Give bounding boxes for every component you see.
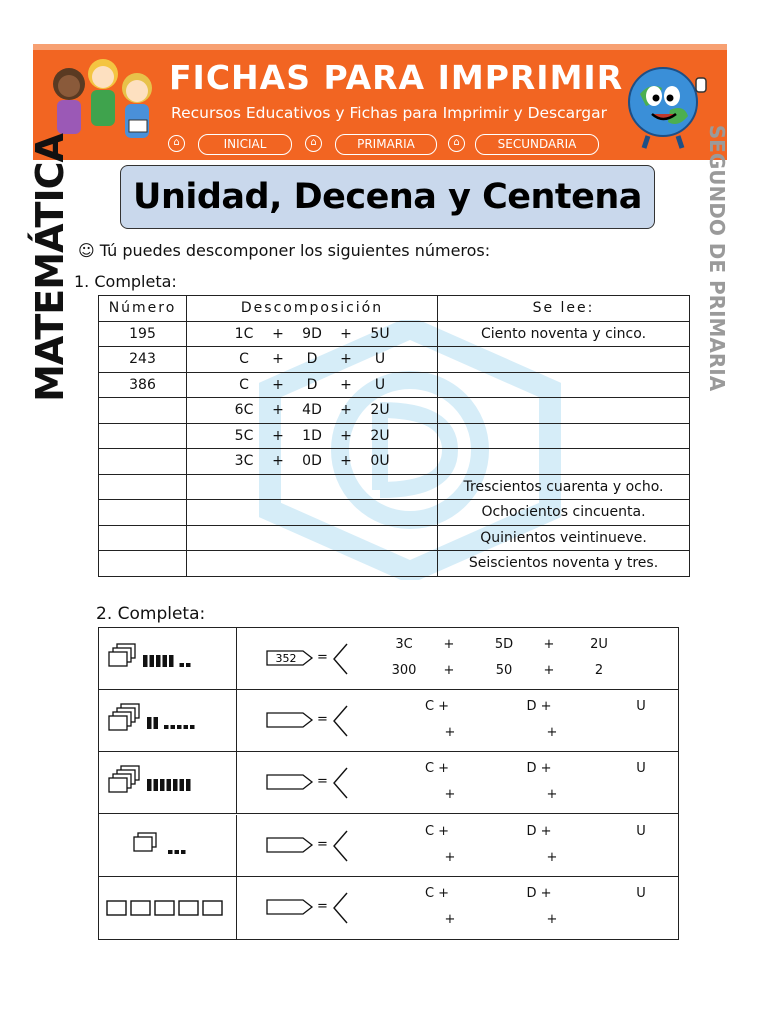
banner-top-stripe — [33, 44, 727, 50]
reading-cell[interactable]: Seiscientos noventa y tres. — [438, 551, 690, 577]
brace-icon — [331, 829, 351, 863]
column-divider — [236, 628, 237, 689]
table-row — [99, 347, 690, 373]
blocks-row — [99, 628, 678, 690]
decomposition-term: C + — [424, 761, 450, 777]
place-value-u: 2U — [370, 402, 390, 419]
table-row — [99, 398, 690, 424]
equals-sign: = — [317, 774, 328, 790]
decomposition-term: U — [636, 823, 646, 839]
equals-sign: = — [317, 836, 328, 852]
ten-rod — [169, 655, 174, 667]
brace-icon — [331, 891, 351, 925]
ten-rod — [154, 717, 159, 729]
table-row — [99, 525, 690, 551]
place-value-c: 3C — [234, 453, 254, 470]
intro-text: ☺ Tú puedes descomponer los siguientes números: — [78, 241, 491, 260]
decomposition-term: D + — [526, 699, 552, 715]
place-value-d: 4D — [302, 402, 322, 419]
brace-icon — [331, 642, 351, 676]
hundred-flat — [155, 901, 174, 915]
home-icon: ⌂ — [305, 135, 322, 152]
table-row — [99, 474, 690, 500]
number-cell[interactable]: 243 — [99, 347, 187, 373]
number-cell[interactable] — [99, 500, 187, 526]
decomposition-term: 2U — [590, 637, 608, 652]
number-arrow-box[interactable] — [266, 650, 314, 666]
equals-sign: = — [317, 898, 328, 914]
table-row — [99, 423, 690, 449]
ten-rod — [143, 655, 148, 667]
value-term: + — [444, 849, 456, 865]
banner-title: FICHAS PARA IMPRIMIR — [169, 58, 624, 97]
nav-inicial[interactable]: INICIAL — [198, 134, 292, 155]
reading-cell[interactable] — [438, 398, 690, 424]
column-divider — [236, 815, 237, 876]
number-cell[interactable] — [99, 449, 187, 475]
plus-sign: + — [340, 427, 352, 444]
plus-sign: + — [340, 453, 352, 470]
plus-sign: + — [272, 402, 284, 419]
base-ten-blocks — [99, 752, 236, 813]
decomposition-term: D + — [526, 761, 552, 777]
plus-sign: + — [340, 325, 352, 342]
number-cell[interactable] — [99, 423, 187, 449]
header-banner — [33, 44, 727, 160]
brace-icon — [331, 766, 351, 800]
value-term: + — [543, 663, 555, 678]
value-term: + — [444, 911, 456, 927]
place-value-u: 2U — [370, 427, 390, 444]
reading-cell[interactable]: Ochocientos cincuenta. — [438, 500, 690, 526]
place-value-d: D — [306, 351, 318, 368]
unit-cube — [171, 725, 176, 729]
decomposition-term: + — [543, 637, 555, 652]
place-value-c: 1C — [234, 325, 254, 342]
decomposition-cell[interactable] — [187, 398, 438, 424]
page-title-box — [120, 165, 655, 229]
unit-cube — [168, 850, 173, 854]
header-number: Número — [99, 296, 187, 322]
ten-rod — [180, 779, 185, 791]
number-cell[interactable] — [99, 398, 187, 424]
ten-rod — [186, 779, 191, 791]
unit-cube — [180, 663, 185, 667]
decomposition-term: 3C — [395, 637, 413, 652]
unit-cube — [184, 725, 189, 729]
reading-cell[interactable] — [438, 347, 690, 373]
unit-cube — [190, 725, 195, 729]
grade-label: SEGUNDO DE PRIMARIA — [705, 124, 729, 392]
decomposition-cell[interactable] — [187, 449, 438, 475]
reading-cell[interactable] — [438, 423, 690, 449]
value-term: + — [546, 911, 558, 927]
decomposition-term: C + — [424, 885, 450, 901]
plus-sign: + — [272, 453, 284, 470]
value-term: + — [444, 725, 456, 741]
place-value-c: 6C — [234, 402, 254, 419]
column-divider — [236, 877, 237, 939]
decomposition-term: D + — [526, 885, 552, 901]
place-value-c: C — [239, 376, 249, 393]
hundred-flat — [203, 901, 222, 915]
decomposition-term: U — [636, 699, 646, 715]
blocks-row — [99, 690, 678, 752]
column-divider — [236, 752, 237, 813]
decomposition-cell[interactable] — [187, 372, 438, 398]
place-value-u: 0U — [370, 453, 390, 470]
blocks-table — [98, 627, 679, 940]
page-title: Unidad, Decena y Centena — [133, 177, 642, 217]
decomposition-cell[interactable] — [187, 347, 438, 373]
value-term: + — [546, 787, 558, 803]
ten-rod — [147, 717, 152, 729]
unit-cube — [177, 725, 182, 729]
hundred-flat — [107, 901, 126, 915]
question-1-label: 1. Completa: — [74, 272, 177, 291]
unit-cube — [175, 850, 180, 854]
table-row — [99, 321, 690, 347]
number-cell[interactable]: 195 — [99, 321, 187, 347]
place-value-d: 1D — [302, 427, 322, 444]
decomposition-cell[interactable] — [187, 474, 438, 500]
base-ten-blocks — [99, 690, 236, 751]
equals-sign: = — [317, 650, 328, 665]
home-icon: ⌂ — [168, 135, 185, 152]
number-cell[interactable]: 386 — [99, 372, 187, 398]
table-row — [99, 449, 690, 475]
header-reading: Se lee: — [438, 296, 690, 322]
decomposition-term: U — [636, 761, 646, 777]
side-label-grade — [700, 124, 734, 392]
unit-cube — [186, 663, 191, 667]
banner-nav — [168, 134, 638, 154]
number-arrow-box[interactable] — [266, 837, 314, 853]
value-term: 50 — [495, 663, 513, 678]
decomposition-cell[interactable] — [187, 423, 438, 449]
value-term: + — [546, 725, 558, 741]
place-value-d: 9D — [302, 325, 322, 342]
hundred-flat — [109, 716, 127, 730]
ten-rod — [167, 779, 172, 791]
plus-sign: + — [272, 325, 284, 342]
plus-sign: + — [340, 351, 352, 368]
place-value-c: C — [239, 351, 249, 368]
ten-rod — [163, 655, 168, 667]
number-cell[interactable] — [99, 525, 187, 551]
decomposition-cell[interactable] — [187, 500, 438, 526]
unit-cube — [181, 850, 186, 854]
decomposition-term: U — [636, 885, 646, 901]
reading-cell[interactable]: Trescientos cuarenta y ocho. — [438, 474, 690, 500]
plus-sign: + — [272, 376, 284, 393]
table-row — [99, 500, 690, 526]
table-row — [99, 551, 690, 577]
place-value-u: U — [374, 351, 386, 368]
decomposition-term: 5D — [494, 637, 514, 652]
ten-rod — [160, 779, 165, 791]
side-label-subject — [28, 133, 72, 402]
unit-cube — [164, 725, 169, 729]
ten-rod — [154, 779, 159, 791]
value-term: + — [546, 849, 558, 865]
value-term: 2 — [594, 663, 604, 678]
decomposition-term: + — [443, 637, 455, 652]
number-arrow-box[interactable] — [266, 712, 314, 728]
value-term: 300 — [391, 663, 417, 678]
decomposition-cell[interactable] — [187, 321, 438, 347]
reading-cell[interactable]: Quinientos veintinueve. — [438, 525, 690, 551]
ten-rod — [156, 655, 161, 667]
decomposition-term: C + — [424, 699, 450, 715]
number-cell[interactable] — [99, 551, 187, 577]
hundred-flat — [109, 652, 127, 666]
plus-sign: + — [272, 351, 284, 368]
table-row — [99, 372, 690, 398]
base-ten-blocks — [99, 815, 236, 876]
value-term: + — [443, 663, 455, 678]
hundred-flat — [134, 837, 152, 851]
brace-icon — [331, 704, 351, 738]
blocks-row — [99, 877, 678, 939]
globe-mascot-icon — [618, 54, 718, 154]
blocks-row — [99, 815, 678, 877]
reading-cell[interactable] — [438, 372, 690, 398]
place-value-u: U — [374, 376, 386, 393]
hundred-flat — [109, 778, 127, 792]
header-decomposition: Descomposición — [187, 296, 438, 322]
number-value: 352 — [275, 652, 297, 665]
reading-cell[interactable]: Ciento noventa y cinco. — [438, 321, 690, 347]
equals-sign: = — [317, 712, 328, 728]
ten-rod — [147, 779, 152, 791]
base-ten-blocks — [99, 877, 236, 939]
number-arrow-box[interactable] — [266, 774, 314, 790]
hundred-flat — [131, 901, 150, 915]
place-value-d: D — [306, 376, 318, 393]
base-ten-blocks — [99, 628, 236, 689]
place-value-u: 5U — [370, 325, 390, 342]
reading-cell[interactable] — [438, 449, 690, 475]
place-value-c: 5C — [234, 427, 254, 444]
nav-secundaria[interactable]: SECUNDARIA — [475, 134, 599, 155]
question-2-label: 2. Completa: — [96, 604, 206, 624]
ten-rod — [173, 779, 178, 791]
number-cell[interactable] — [99, 474, 187, 500]
ten-rod — [150, 655, 155, 667]
place-value-d: 0D — [302, 453, 322, 470]
table-header-row — [99, 296, 690, 322]
decomposition-cell[interactable] — [187, 525, 438, 551]
home-icon: ⌂ — [448, 135, 465, 152]
decomposition-table — [98, 295, 690, 577]
decomposition-cell[interactable] — [187, 551, 438, 577]
decomposition-term: D + — [526, 823, 552, 839]
nav-primaria[interactable]: PRIMARIA — [335, 134, 437, 155]
banner-subtitle: Recursos Educativos y Fichas para Imprimir y Descargar — [171, 104, 607, 122]
plus-sign: + — [272, 427, 284, 444]
decomposition-term: C + — [424, 823, 450, 839]
value-term: + — [444, 787, 456, 803]
number-arrow-box[interactable] — [266, 899, 314, 915]
column-divider — [236, 690, 237, 751]
blocks-row — [99, 752, 678, 814]
subject-label: MATEMÁTICA — [28, 133, 72, 402]
plus-sign: + — [340, 376, 352, 393]
hundred-flat — [179, 901, 198, 915]
plus-sign: + — [340, 402, 352, 419]
